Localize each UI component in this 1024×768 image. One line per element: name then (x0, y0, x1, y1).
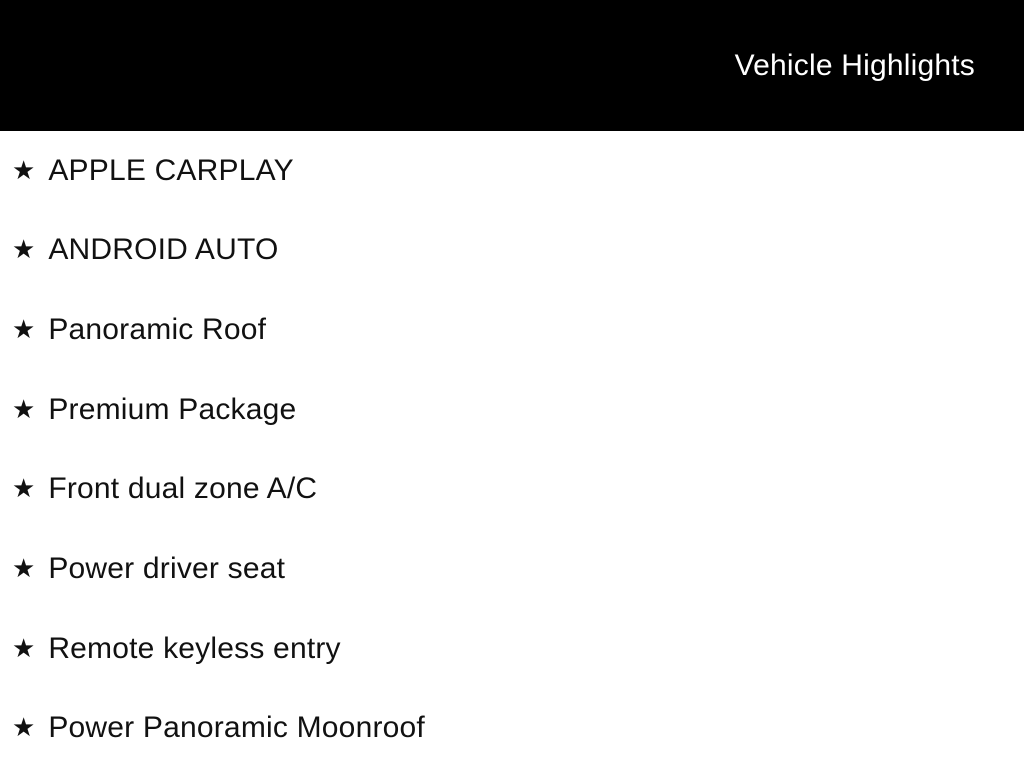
star-icon: ★ (12, 474, 36, 505)
page-title: Vehicle Highlights (734, 48, 975, 82)
highlight-item (0, 529, 1024, 609)
header-bar (0, 0, 1024, 131)
star-icon: ★ (12, 394, 36, 425)
highlight-label: Remote keyless entry (48, 631, 341, 665)
highlight-label: Panoramic Roof (48, 313, 267, 347)
highlight-label: Power Panoramic Moonroof (48, 711, 425, 745)
star-icon: ★ (12, 155, 36, 186)
highlight-item (0, 290, 1024, 370)
highlight-label: Front dual zone A/C (48, 472, 318, 506)
star-icon: ★ (12, 553, 36, 584)
star-icon: ★ (12, 315, 36, 346)
highlight-item (0, 450, 1024, 530)
highlight-item (0, 370, 1024, 450)
star-icon: ★ (12, 713, 36, 744)
highlight-label: APPLE CARPLAY (48, 153, 294, 187)
highlight-item (0, 609, 1024, 689)
highlights-list (0, 131, 1024, 768)
highlight-label: Power driver seat (48, 551, 286, 585)
star-icon: ★ (12, 235, 36, 266)
star-icon: ★ (12, 633, 36, 664)
highlight-item (0, 131, 1024, 211)
highlight-label: Premium Package (48, 392, 297, 426)
highlight-item (0, 211, 1024, 291)
highlight-label: ANDROID AUTO (48, 233, 279, 267)
highlight-item (0, 688, 1024, 768)
